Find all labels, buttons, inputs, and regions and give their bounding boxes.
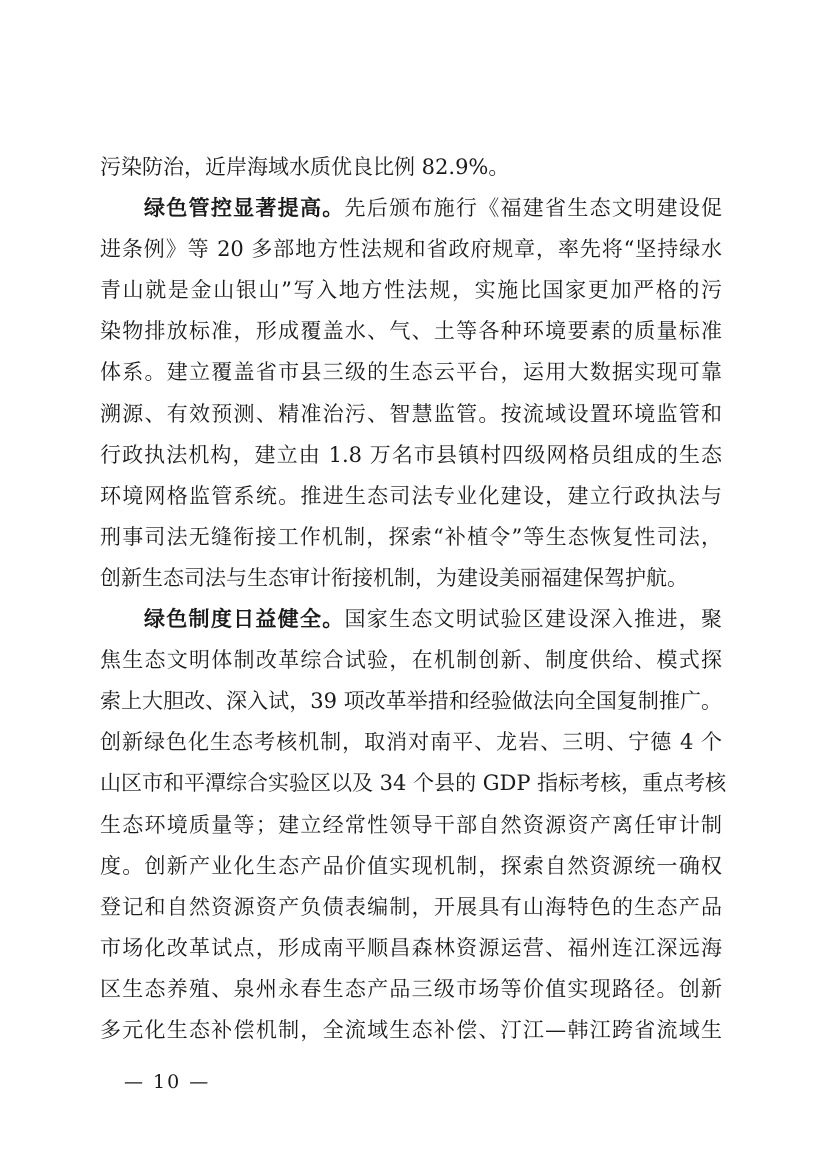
text-line bbox=[100, 435, 722, 476]
body-text: 染物排放标准，形成覆盖水、气、土等各种环境要素的质量标准 bbox=[100, 319, 722, 344]
text-line bbox=[100, 681, 722, 722]
body-text: 生态环境质量等；建立经常性领导干部自然资源资产离任审计制 bbox=[100, 812, 722, 837]
body-text: 创新绿色化生态考核机制，取消对南平、龙岩、三明、宁德 4 个 bbox=[100, 730, 722, 755]
text-line bbox=[100, 887, 722, 928]
body-text: 刑事司法无缝衔接工作机制，探索“补植令”等生态恢复性司法， bbox=[100, 524, 722, 549]
text-line bbox=[100, 969, 722, 1010]
body-text: 进条例》等 20 多部地方性法规和省政府规章，率先将“坚持绿水 bbox=[100, 237, 722, 262]
paragraph-heading: 绿色管控显著提高。 bbox=[144, 196, 345, 221]
text-line bbox=[100, 846, 722, 887]
body-text: 青山就是金山银山”写入地方性法规，实施比国家更加严格的污 bbox=[100, 278, 722, 303]
body-text: 国家生态文明试验区建设深入推进，聚 bbox=[344, 607, 723, 632]
text-line bbox=[100, 722, 722, 763]
body-text: 度。创新产业化生态产品价值实现机制，探索自然资源统一确权 bbox=[100, 853, 722, 878]
text-line bbox=[100, 763, 727, 804]
text-line bbox=[100, 270, 722, 311]
body-text: 溯源、有效预测、精准治污、智慧监管。按流域设置环境监管和 bbox=[100, 401, 722, 426]
text-line bbox=[100, 352, 722, 393]
text-line bbox=[100, 311, 722, 352]
body-text: 污染防治，近岸海域水质优良比例 82.9%。 bbox=[100, 155, 510, 179]
text-line bbox=[100, 599, 722, 640]
body-text: 环境网格监管系统。推进生态司法专业化建设，建立行政执法与 bbox=[100, 483, 722, 508]
body-text: 行政执法机构，建立由 1.8 万名市县镇村四级网格员组成的生态 bbox=[100, 442, 722, 467]
document-body bbox=[100, 147, 727, 1051]
paragraph-heading: 绿色制度日益健全。 bbox=[144, 607, 345, 632]
body-text: 体系。建立覆盖省市县三级的生态云平台，运用大数据实现可靠 bbox=[100, 360, 722, 385]
body-text: 焦生态文明体制改革综合试验，在机制创新、制度供给、模式探 bbox=[100, 648, 722, 673]
body-text: 多元化生态补偿机制，全流域生态补偿、汀江—韩江跨省流域生 bbox=[100, 1017, 722, 1042]
body-text: 索上大胆改、深入试，39 项改革举措和经验做法向全国复制推广。 bbox=[100, 689, 722, 714]
body-text: 创新生态司法与生态审计衔接机制，为建设美丽福建保驾护航。 bbox=[100, 565, 688, 590]
body-text: 登记和自然资源资产负债表编制，开展具有山海特色的生态产品 bbox=[100, 894, 722, 919]
text-line bbox=[100, 928, 722, 969]
text-line bbox=[100, 229, 722, 270]
text-line bbox=[100, 476, 722, 517]
text-line bbox=[100, 805, 722, 846]
body-text: 先后颁布施行《福建省生态文明建设促 bbox=[344, 196, 723, 221]
text-line bbox=[100, 558, 722, 599]
body-text: 山区市和平潭综合实验区以及 34 个县的 GDP 指标考核，重点考核 bbox=[100, 771, 727, 796]
text-line bbox=[100, 1010, 722, 1051]
text-line bbox=[100, 147, 722, 188]
body-text: 市场化改革试点，形成南平顺昌森林资源运营、福州连江深远海 bbox=[100, 935, 722, 960]
text-line bbox=[100, 517, 722, 558]
text-line bbox=[100, 394, 722, 435]
text-line bbox=[100, 640, 722, 681]
body-text: 区生态养殖、泉州永春生态产品三级市场等价值实现路径。创新 bbox=[100, 976, 722, 1001]
page-number: — 10 — bbox=[124, 1071, 211, 1093]
text-line bbox=[100, 188, 722, 229]
